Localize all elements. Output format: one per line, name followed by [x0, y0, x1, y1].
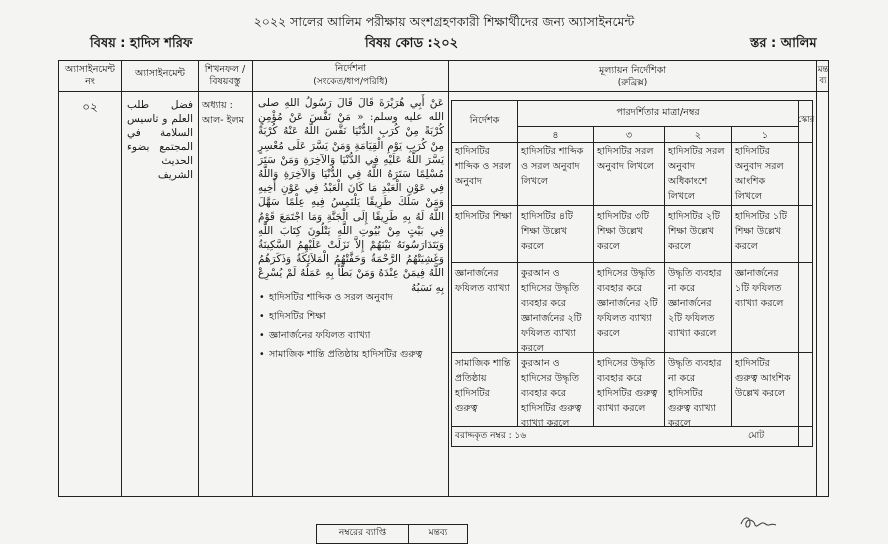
header-assignment: অ্যাসাইনমেন্ট	[135, 68, 185, 79]
rubric-row-divider	[451, 262, 813, 263]
header-instructions: নির্দেশনা	[334, 63, 367, 74]
document-title: ২০২২ সালের আলিম পরীক্ষায় অংশগ্রহণকারী শিক্ষার্থীদের জন্য অ্যাসাইনমেন্ট	[253, 14, 635, 29]
rubric-cell: হাদিসটির ১টি শিক্ষা উল্লেখ করলে	[735, 211, 787, 252]
column-divider	[816, 60, 817, 497]
rubric-row-divider	[451, 426, 813, 427]
rubric-level-1: ১	[761, 130, 769, 141]
rubric-cell: হাদিসটির সরল অনুবাদ লিখলে	[597, 146, 654, 172]
column-divider	[252, 60, 253, 497]
rubric-cell: কুরআন ও হাদিসের উদ্ধৃতি ব্যবহার করে হাদিসটির গুরুত্ব ব্যাখ্যা করলে	[521, 358, 582, 429]
instruction-bullet: • সামাজিক শান্তি প্রতিষ্ঠায় হাদিসটির গুরুত্ব	[269, 348, 447, 361]
rubric-cell: হাদিসটির শাব্দিক ও সরল অনুবাদ লিখলে	[521, 146, 584, 187]
footer-comment-label: মন্তব্য	[428, 528, 448, 538]
instruction-bullet: • হাদিসটির শিক্ষা	[269, 310, 447, 323]
subject-label: বিষয় : হাদিস শরিফ	[90, 36, 193, 51]
rubric-cell: হাদিসটির ৩টি শিক্ষা উল্লেখ করলে	[597, 211, 649, 252]
rubric-row-divider	[517, 126, 798, 127]
rubric-cell: হাদিসটির অনুবাদ সরল আংশিক লিখলে	[735, 146, 784, 202]
rubric-indicator-header: নির্দেশক	[469, 115, 500, 126]
subject-code-label: বিষয় কোড :২০২	[365, 36, 459, 51]
header-learning-outcome: শিখনফল /বিষয়বস্তু	[204, 64, 246, 87]
rubric-cell: উদ্ধৃতি ব্যবহার না করে হাদিসটির গুরুত্ব ব্যাখ্যা করলে	[668, 358, 722, 429]
rubric-cell: হাদিসের উদ্ধৃতি ব্যবহার করে হাদিসটির গুরুত্ব ব্যাখ্যা করলে	[597, 358, 658, 414]
assignment-text: فضل طلب العلم و تاسيس السلامة في المجتمع بضوء الحديث الشريف	[127, 99, 193, 181]
rubric-cell: হাদিসের উদ্ধৃতি ব্যবহার করে জ্ঞানার্জনের ২টি ফযিলত ব্যাখ্যা করলে	[597, 268, 658, 339]
level-label: স্তর : আলিম	[750, 36, 817, 51]
header-instructions-sub: (সংকেত/ধাপ/পরিধি)	[313, 77, 388, 87]
rubric-levels-header: পারদর্শিতার মাত্রা/নম্বর	[616, 107, 700, 118]
rubric-row-divider	[451, 205, 813, 206]
signature-mark	[738, 512, 778, 534]
rubric-cell: জ্ঞানার্জনের ১টি ফযিলত ব্যাখ্যা করলে	[735, 268, 784, 309]
column-divider	[121, 60, 122, 497]
rubric-indicator: জ্ঞানার্জনের ফযিলত ব্যাখ্যা	[455, 268, 510, 294]
rubric-indicator: সামাজিক শান্তি প্রতিষ্ঠায় হাদিসটির গুরুত্ব	[455, 358, 511, 414]
table-header-divider	[58, 91, 829, 92]
rubric-level-3: ৩	[625, 130, 633, 141]
instruction-bullet: • হাদিসটির শাব্দিক ও সরল অনুবাদ	[269, 291, 447, 304]
hadith-arabic-text: عَنْ أَبِي هُرَيْرَةَ قَالَ قَالَ رَسُولُ اللهِ صلى الله عليه وسلم: « مَنْ نَفَّسَ عَنْ مُؤْمِنٍ كُرْبَةً مِنْ كُرَبِ الدُّنْيَا نَفَّسَ اللَّهُ عَنْهُ كُرْبَةً مِنْ كُرَبِ يَوْمِ الْقِيَامَةِ وَمَنْ يَسَّرَ عَلَى مُعْسِرٍ يَسَّرَ اللَّهُ عَلَيْهِ فِي الدُّنْيَا وَالآخِرَةِ وَمَنْ سَتَرَ مُسْلِمًا سَتَرَهُ اللَّهُ فِي الدُّنْيَا وَالآخِرَةِ وَاللَّهُ فِي عَوْنِ الْعَبْدِ مَا كَانَ الْعَبْدُ فِي عَوْنِ أَخِيهِ وَمَنْ سَلَكَ طَرِيقًا يَلْتَمِسُ فِيهِ عِلْمًا سَهَّلَ اللَّهُ لَهُ بِهِ طَرِيقًا إِلَى الْجَنَّةِ وَمَا اجْتَمَعَ قَوْمٌ فِي بَيْتٍ مِنْ بُيُوتِ اللَّهِ يَتْلُونَ كِتَابَ اللَّهِ وَيَتَدَارَسُونَهُ بَيْنَهُمْ إِلاَّ نَزَلَتْ عَلَيْهِمُ السَّكِينَةُ وَغَشِيَتْهُمُ الرَّحْمَةُ وَحَفَّتْهُمُ الْمَلاَئِكَةُ وَذَكَرَهُمُ اللَّهُ فِيمَنْ عِنْدَهُ وَمَنْ بَطَّأَ بِهِ عَمَلُهُ لَمْ يُسْرِعْ بِهِ نَسَبُهُ	[258, 97, 444, 294]
rubric-indicator: হাদিসটির শিক্ষা	[455, 211, 512, 222]
rubric-cell: হাদিসটির সরল অনুবাদ অধিকাংশে লিখলে	[668, 146, 725, 202]
allocated-marks: বরাদ্দকৃত নম্বর : ১৬	[455, 431, 527, 441]
rubric-level-4: ৪	[552, 130, 559, 141]
rubric-indicator: হাদিসটির শাব্দিক ও সরল অনুবাদ	[455, 146, 512, 187]
rubric-row-divider	[451, 352, 813, 353]
assignment-number: ০২	[82, 100, 98, 114]
instruction-bullet: • জ্ঞানার্জনের ফযিলত ব্যাখ্যা	[269, 329, 447, 342]
header-rubric: মূল্যায়ন নির্দেশিকা	[598, 65, 667, 76]
total-label: মোট	[748, 431, 765, 441]
marks-range-label: নম্বরের ব্যাপ্তি	[338, 528, 387, 538]
rubric-level-2: ২	[694, 130, 702, 141]
header-comment: মন্তব্য	[817, 65, 829, 86]
rubric-cell: হাদিসটির ৪টি শিক্ষা উল্লেখ করলে	[521, 211, 573, 252]
column-divider	[448, 60, 449, 497]
rubric-score-header: স্কোর	[797, 115, 815, 125]
chapter-label: অধ্যায় : আল- ইলম	[202, 100, 244, 126]
column-divider	[198, 60, 199, 497]
header-assignment-no: অ্যাসাইনমেন্ট নং	[65, 64, 115, 87]
rubric-col-divider	[798, 100, 799, 447]
rubric-cell: হাদিসটির গুরুত্ব আংশিক উল্লেখ করলে	[735, 358, 791, 399]
header-rubric-sub: (রুব্রিক্স)	[617, 78, 648, 88]
rubric-cell: কুরআন ও হাদিসের উদ্ধৃতি ব্যবহার করে জ্ঞানার্জনের ২টি ফযিলত ব্যাখ্যা করলে	[521, 268, 582, 354]
rubric-cell: উদ্ধৃতি ব্যবহার না করে জ্ঞানার্জনের ২টি ফযিলত ব্যাখ্যা করলে	[668, 268, 722, 339]
rubric-cell: হাদিসটির ২টি শিক্ষা উল্লেখ করলে	[668, 211, 720, 252]
